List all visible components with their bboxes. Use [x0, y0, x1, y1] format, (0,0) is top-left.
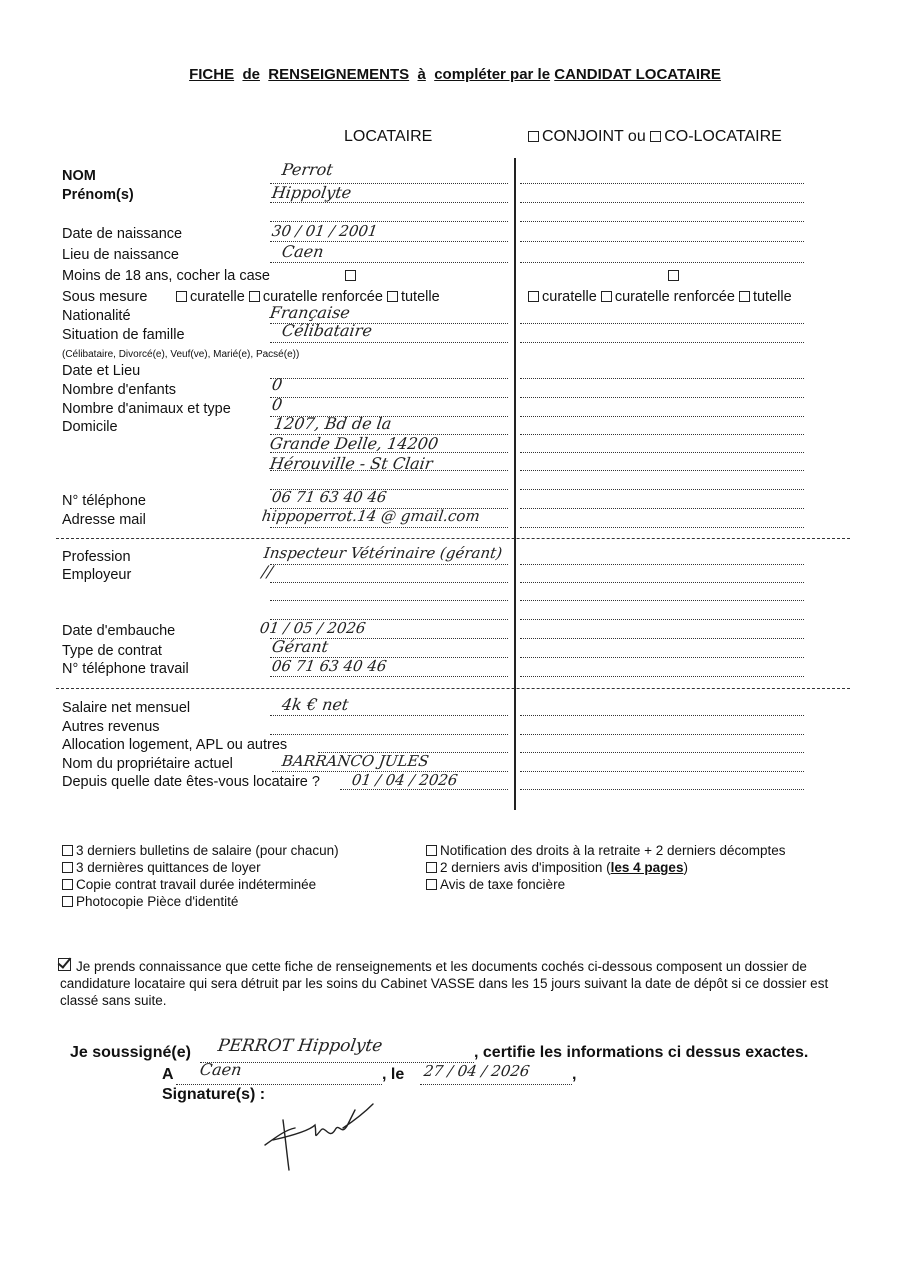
- doc-item: Avis de taxe foncière: [426, 877, 565, 892]
- sous-mesure-options-locataire: curatelle curatelle renforcée tutelle: [176, 289, 440, 305]
- value-date-naissance: 30 / 01 / 2001: [270, 222, 379, 240]
- page-title: FICHE de RENSEIGNEMENTS à compléter par le CANDIDAT LOCATAIRE: [189, 66, 721, 83]
- label-sous-mesure: Sous mesure: [62, 289, 148, 305]
- value-type-contrat: Gérant: [270, 637, 330, 656]
- signature-image: [255, 1100, 385, 1175]
- column-divider: [514, 158, 516, 810]
- cert-name: PERROT Hippolyte: [216, 1036, 384, 1056]
- doc-item: 3 derniers bulletins de salaire (pour chacun): [62, 843, 339, 858]
- doc-checkbox[interactable]: [62, 845, 73, 856]
- label-animaux: Nombre d'animaux et type: [62, 401, 231, 417]
- value-nom: Perrot: [280, 160, 335, 179]
- curatelle-checkbox[interactable]: [176, 291, 187, 302]
- label-moins-18: Moins de 18 ans, cocher la case: [62, 268, 270, 284]
- value-animaux: 0: [270, 395, 284, 414]
- column-locataire: LOCATAIRE: [344, 128, 433, 145]
- doc-checkbox[interactable]: [62, 879, 73, 890]
- value-profession: Inspecteur Vétérinaire (gérant): [262, 544, 504, 562]
- value-mail: hippoperrot.14 @ gmail.com: [260, 507, 482, 525]
- label-date-naissance: Date de naissance: [62, 226, 183, 242]
- column-conjoint: CONJOINT ou CO-LOCATAIRE: [528, 128, 782, 146]
- cert-le-label: , le: [382, 1066, 405, 1083]
- label-date-embauche: Date d'embauche: [62, 623, 176, 639]
- label-allocation: Allocation logement, APL ou autres: [62, 737, 288, 753]
- label-profession: Profession: [62, 549, 131, 565]
- conjoint-checkbox[interactable]: [528, 131, 539, 142]
- label-depuis: Depuis quelle date êtes-vous locataire ?: [62, 774, 320, 790]
- label-telephone: N° téléphone: [62, 493, 146, 509]
- value-tel-travail: 06 71 63 40 46: [270, 657, 388, 675]
- label-tel-travail: N° téléphone travail: [62, 661, 189, 677]
- section-divider: [56, 688, 850, 689]
- cert-date: 27 / 04 / 2026: [422, 1062, 531, 1080]
- doc-item: 3 dernières quittances de loyer: [62, 860, 261, 875]
- colocataire-checkbox[interactable]: [650, 131, 661, 142]
- value-depuis: 01 / 04 / 2026: [350, 771, 459, 789]
- statement-text: Je prends connaissance que cette fiche de renseignements et les documents cochés ci-dessous composent un dossier de candidature locataire qui sera détruit par les soins du Cabinet VASSE dans les 15 jours suivant la date de dépôt si ce dossier est classé sans suite.: [60, 959, 829, 1008]
- cert-a-label: A: [162, 1066, 174, 1083]
- value-nationalite: Française: [268, 303, 352, 322]
- sous-mesure-options-conjoint: curatelle curatelle renforcée tutelle: [528, 289, 792, 305]
- cert-place: Caen: [198, 1060, 243, 1079]
- doc-checkbox[interactable]: [426, 845, 437, 856]
- cert-prefix: Je soussigné(e): [70, 1044, 191, 1061]
- value-employeur: //: [260, 562, 275, 581]
- label-prenom: Prénom(s): [62, 187, 134, 203]
- label-enfants: Nombre d'enfants: [62, 382, 176, 398]
- doc-item: 2 derniers avis d'imposition (les 4 pages): [426, 860, 688, 875]
- label-nom: NOM: [62, 168, 96, 184]
- label-proprietaire: Nom du propriétaire actuel: [62, 756, 233, 772]
- value-situation: Célibataire: [280, 321, 374, 340]
- label-lieu-naissance: Lieu de naissance: [62, 247, 179, 263]
- doc-item: Notification des droits à la retraite + 2 derniers décomptes: [426, 843, 786, 858]
- value-domicile-2: Grande Delle, 14200: [268, 434, 440, 453]
- doc-checkbox[interactable]: [426, 879, 437, 890]
- label-type-contrat: Type de contrat: [62, 643, 162, 659]
- value-salaire: 4k € net: [280, 695, 350, 714]
- doc-item: Copie contrat travail durée indéterminée: [62, 877, 316, 892]
- label-mail: Adresse mail: [62, 512, 146, 528]
- curatelle-checkbox-conjoint[interactable]: [528, 291, 539, 302]
- cert-suffix: , certifie les informations ci dessus exactes.: [474, 1044, 809, 1061]
- label-autres-revenus: Autres revenus: [62, 719, 160, 735]
- label-domicile: Domicile: [62, 419, 118, 435]
- label-nationalite: Nationalité: [62, 308, 131, 324]
- situation-note: (Célibataire, Divorcé(e), Veuf(ve), Marié(e), Pacsé(e)): [62, 349, 300, 360]
- doc-checkbox[interactable]: [62, 896, 73, 907]
- doc-checkbox[interactable]: [62, 862, 73, 873]
- value-telephone: 06 71 63 40 46: [270, 488, 388, 506]
- moins-18-checkbox-conjoint[interactable]: [668, 270, 679, 281]
- curatelle-renforcee-checkbox-conjoint[interactable]: [601, 291, 612, 302]
- value-lieu-naissance: Caen: [280, 242, 325, 261]
- doc-checkbox[interactable]: [426, 862, 437, 873]
- signature-label: Signature(s) :: [162, 1086, 266, 1103]
- label-date-lieu: Date et Lieu: [62, 363, 141, 379]
- doc-item: Photocopie Pièce d'identité: [62, 894, 238, 909]
- label-situation: Situation de famille: [62, 327, 185, 343]
- value-date-embauche: 01 / 05 / 2026: [258, 619, 367, 637]
- value-domicile-1: 1207, Bd de la: [272, 414, 393, 433]
- curatelle-renforcee-checkbox[interactable]: [249, 291, 260, 302]
- section-divider: [56, 538, 850, 539]
- label-employeur: Employeur: [62, 567, 132, 583]
- tutelle-checkbox[interactable]: [387, 291, 398, 302]
- moins-18-checkbox-locataire[interactable]: [345, 270, 356, 281]
- value-domicile-3: Hérouville - St Clair: [268, 454, 434, 473]
- value-proprietaire: BARRANCO JULES: [280, 752, 431, 770]
- value-enfants: 0: [270, 375, 284, 394]
- label-salaire: Salaire net mensuel: [62, 700, 191, 716]
- tutelle-checkbox-conjoint[interactable]: [739, 291, 750, 302]
- value-prenom: Hippolyte: [270, 183, 353, 202]
